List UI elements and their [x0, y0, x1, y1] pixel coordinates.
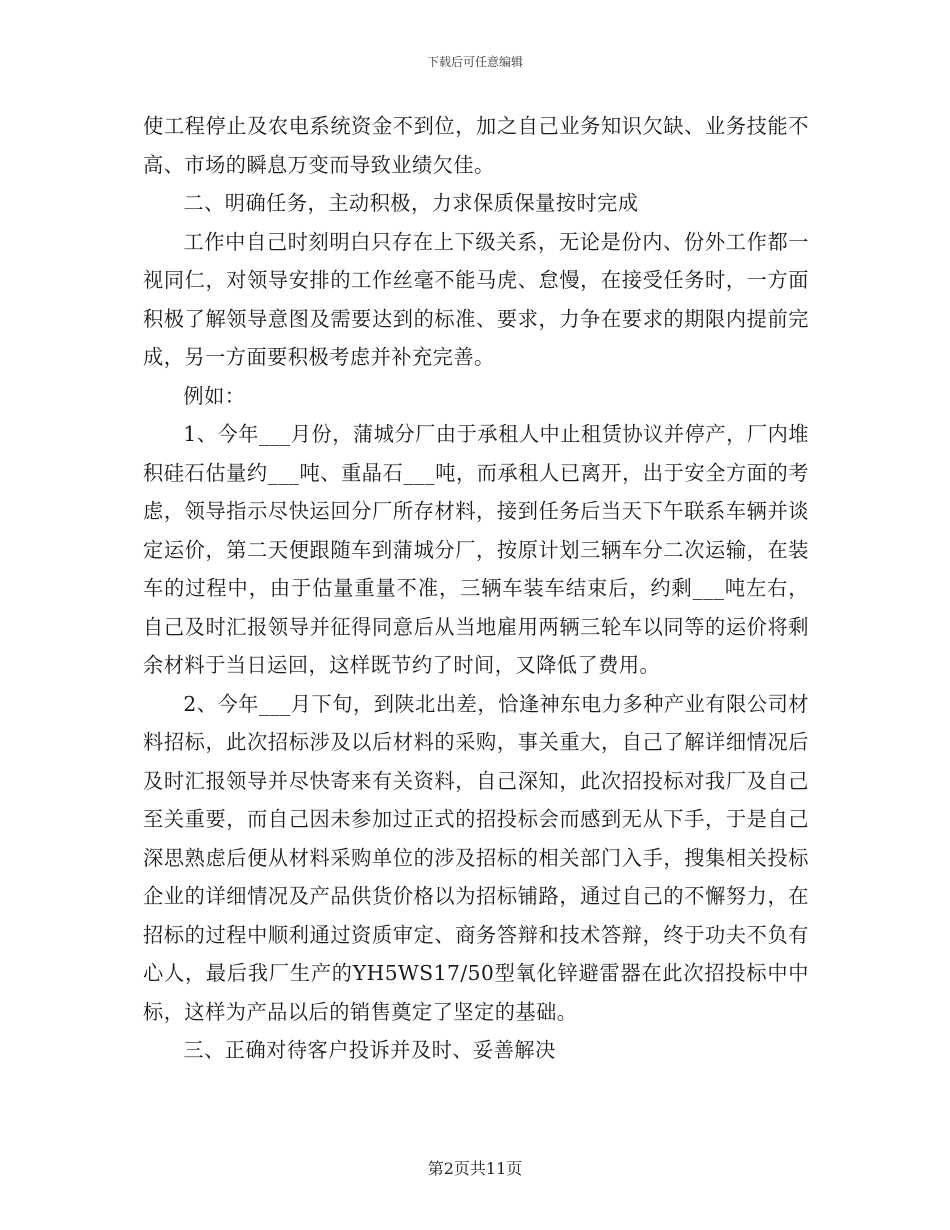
section-heading-3: 三、正确对待客户投诉并及时、妥善解决 — [183, 1038, 556, 1062]
paragraph-3: 工作中自己时刻明白只存在上下级关系，无论是份内、份外工作都一视同仁，对领导安排的工作丝毫不能马虎、怠慢，在接受任务时，一方面积极了解领导意图及需要达到的标准、要求，力争在要求的期限内提前完成，另一方面要积极考虑并补充完善。 — [143, 229, 809, 369]
section-heading-2: 二、明确任务，主动积极，力求保质保量按时完成 — [183, 191, 639, 215]
paragraph-example-1: 1、今年___月份，蒲城分厂由于承租人中止租赁协议并停产，厂内堆积硅石估量约___吨、重晶石___吨，而承租人已离开，出于安全方面的考虑，领导指示尽快运回分厂所存材料，接到任务后当天下午联系车辆并谈定运价，第二天便跟随车到蒲城分厂，按原计划三辆车分二次运输，在装车的过程中，由于估量重量不准，三辆车装车结束后，约剩___吨左右，自己及时汇报领导并征得同意后从当地雇用两辆三轮车以同等的运价将剩余材料于当日运回，这样既节约了时间，又降低了费用。 — [143, 422, 809, 677]
document-body — [143, 107, 809, 1070]
page-header: 下载后可任意编辑 — [426, 55, 523, 69]
paragraph-example-2: 2、今年___月下旬，到陕北出差，恰逢神东电力多种产业有限公司材料招标，此次招标涉及以后材料的采购，事关重大，自己了解详细情况后及时汇报领导并尽快寄来有关资料，自己深知，此次招投标对我厂及自己至关重要，而自己因未参加过正式的招投标会而感到无从下手，于是自己深思熟虑后便从材料采购单位的涉及招标的相关部门入手，搜集相关投标企业的详细情况及产品供货价格以为招标铺路，通过自己的不懈努力，在招标的过程中顺利通过资质审定、商务答辩和技术答辩，终于功夫不负有心人，最后我厂生产的YH5WS17/50型氧化锌避雷器在此次招投标中中标，这样为产品以后的销售奠定了坚定的基础。 — [143, 691, 809, 1024]
page-footer: 第2页共11页 — [427, 1159, 523, 1178]
paragraph-example-label: 例如： — [183, 383, 246, 408]
paragraph-1: 使工程停止及农电系统资金不到位，加之自己业务知识欠缺、业务技能不高、市场的瞬息万变而导致业绩欠佳。 — [143, 114, 809, 177]
